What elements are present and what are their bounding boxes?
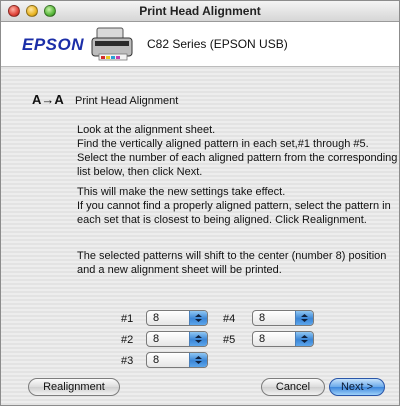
instruction-line: list below, then click Next.: [77, 166, 203, 178]
pattern-3-label: #3: [121, 355, 134, 367]
next-button[interactable]: Next >: [329, 378, 385, 396]
pattern-4-select[interactable]: [252, 310, 314, 326]
pattern-1-select[interactable]: [146, 310, 208, 326]
pattern-4-value: 8: [259, 312, 266, 324]
title-bar: [1, 1, 399, 22]
instruction-line: Find the vertically aligned pattern in each set,#1 through #5.: [77, 138, 369, 150]
section-title: Print Head Alignment: [75, 95, 179, 107]
effect-line: This will make the new settings take effect.: [77, 186, 286, 198]
chevron-updown-icon: [189, 311, 207, 325]
window-title: Print Head Alignment: [139, 4, 261, 18]
pattern-1-value: 8: [153, 312, 160, 324]
printer-series-label: C82 Series (EPSON USB): [147, 37, 288, 51]
chevron-updown-icon: [189, 353, 207, 367]
pattern-2-label: #2: [121, 334, 134, 346]
instructions-paragraph: [77, 123, 397, 179]
alignment-icon: A→A: [32, 92, 64, 107]
pattern-2-select[interactable]: [146, 331, 208, 347]
shift-paragraph: [77, 249, 386, 277]
cancel-button[interactable]: Cancel: [261, 378, 325, 396]
effect-paragraph: [77, 185, 391, 227]
realignment-button[interactable]: Realignment: [28, 378, 120, 396]
shift-line: The selected patterns will shift to the center (number 8) position: [77, 250, 387, 262]
pattern-4-label: #4: [223, 313, 236, 325]
pattern-3-select[interactable]: [146, 352, 208, 368]
shift-line: and a new alignment sheet will be printed.: [77, 264, 282, 276]
chevron-updown-icon: [295, 332, 313, 346]
effect-line: each set that is closest to being aligned. Click Realignment.: [77, 214, 367, 226]
chevron-updown-icon: [189, 332, 207, 346]
pattern-5-label: #5: [223, 334, 236, 346]
brand-logo: EPSON: [22, 35, 85, 54]
pattern-5-select[interactable]: [252, 331, 314, 347]
instruction-line: Look at the alignment sheet.: [77, 124, 216, 136]
pattern-1-label: #1: [121, 313, 134, 325]
pattern-5-value: 8: [259, 333, 266, 345]
chevron-updown-icon: [295, 311, 313, 325]
pattern-2-value: 8: [153, 333, 160, 345]
pattern-3-value: 8: [153, 354, 160, 366]
printer-icon: [89, 24, 135, 64]
effect-line: If you cannot find a properly aligned pattern, select the pattern in: [77, 200, 391, 212]
header-banner: [1, 22, 399, 67]
instruction-line: Select the number of each aligned pattern from the corresponding: [77, 152, 398, 164]
